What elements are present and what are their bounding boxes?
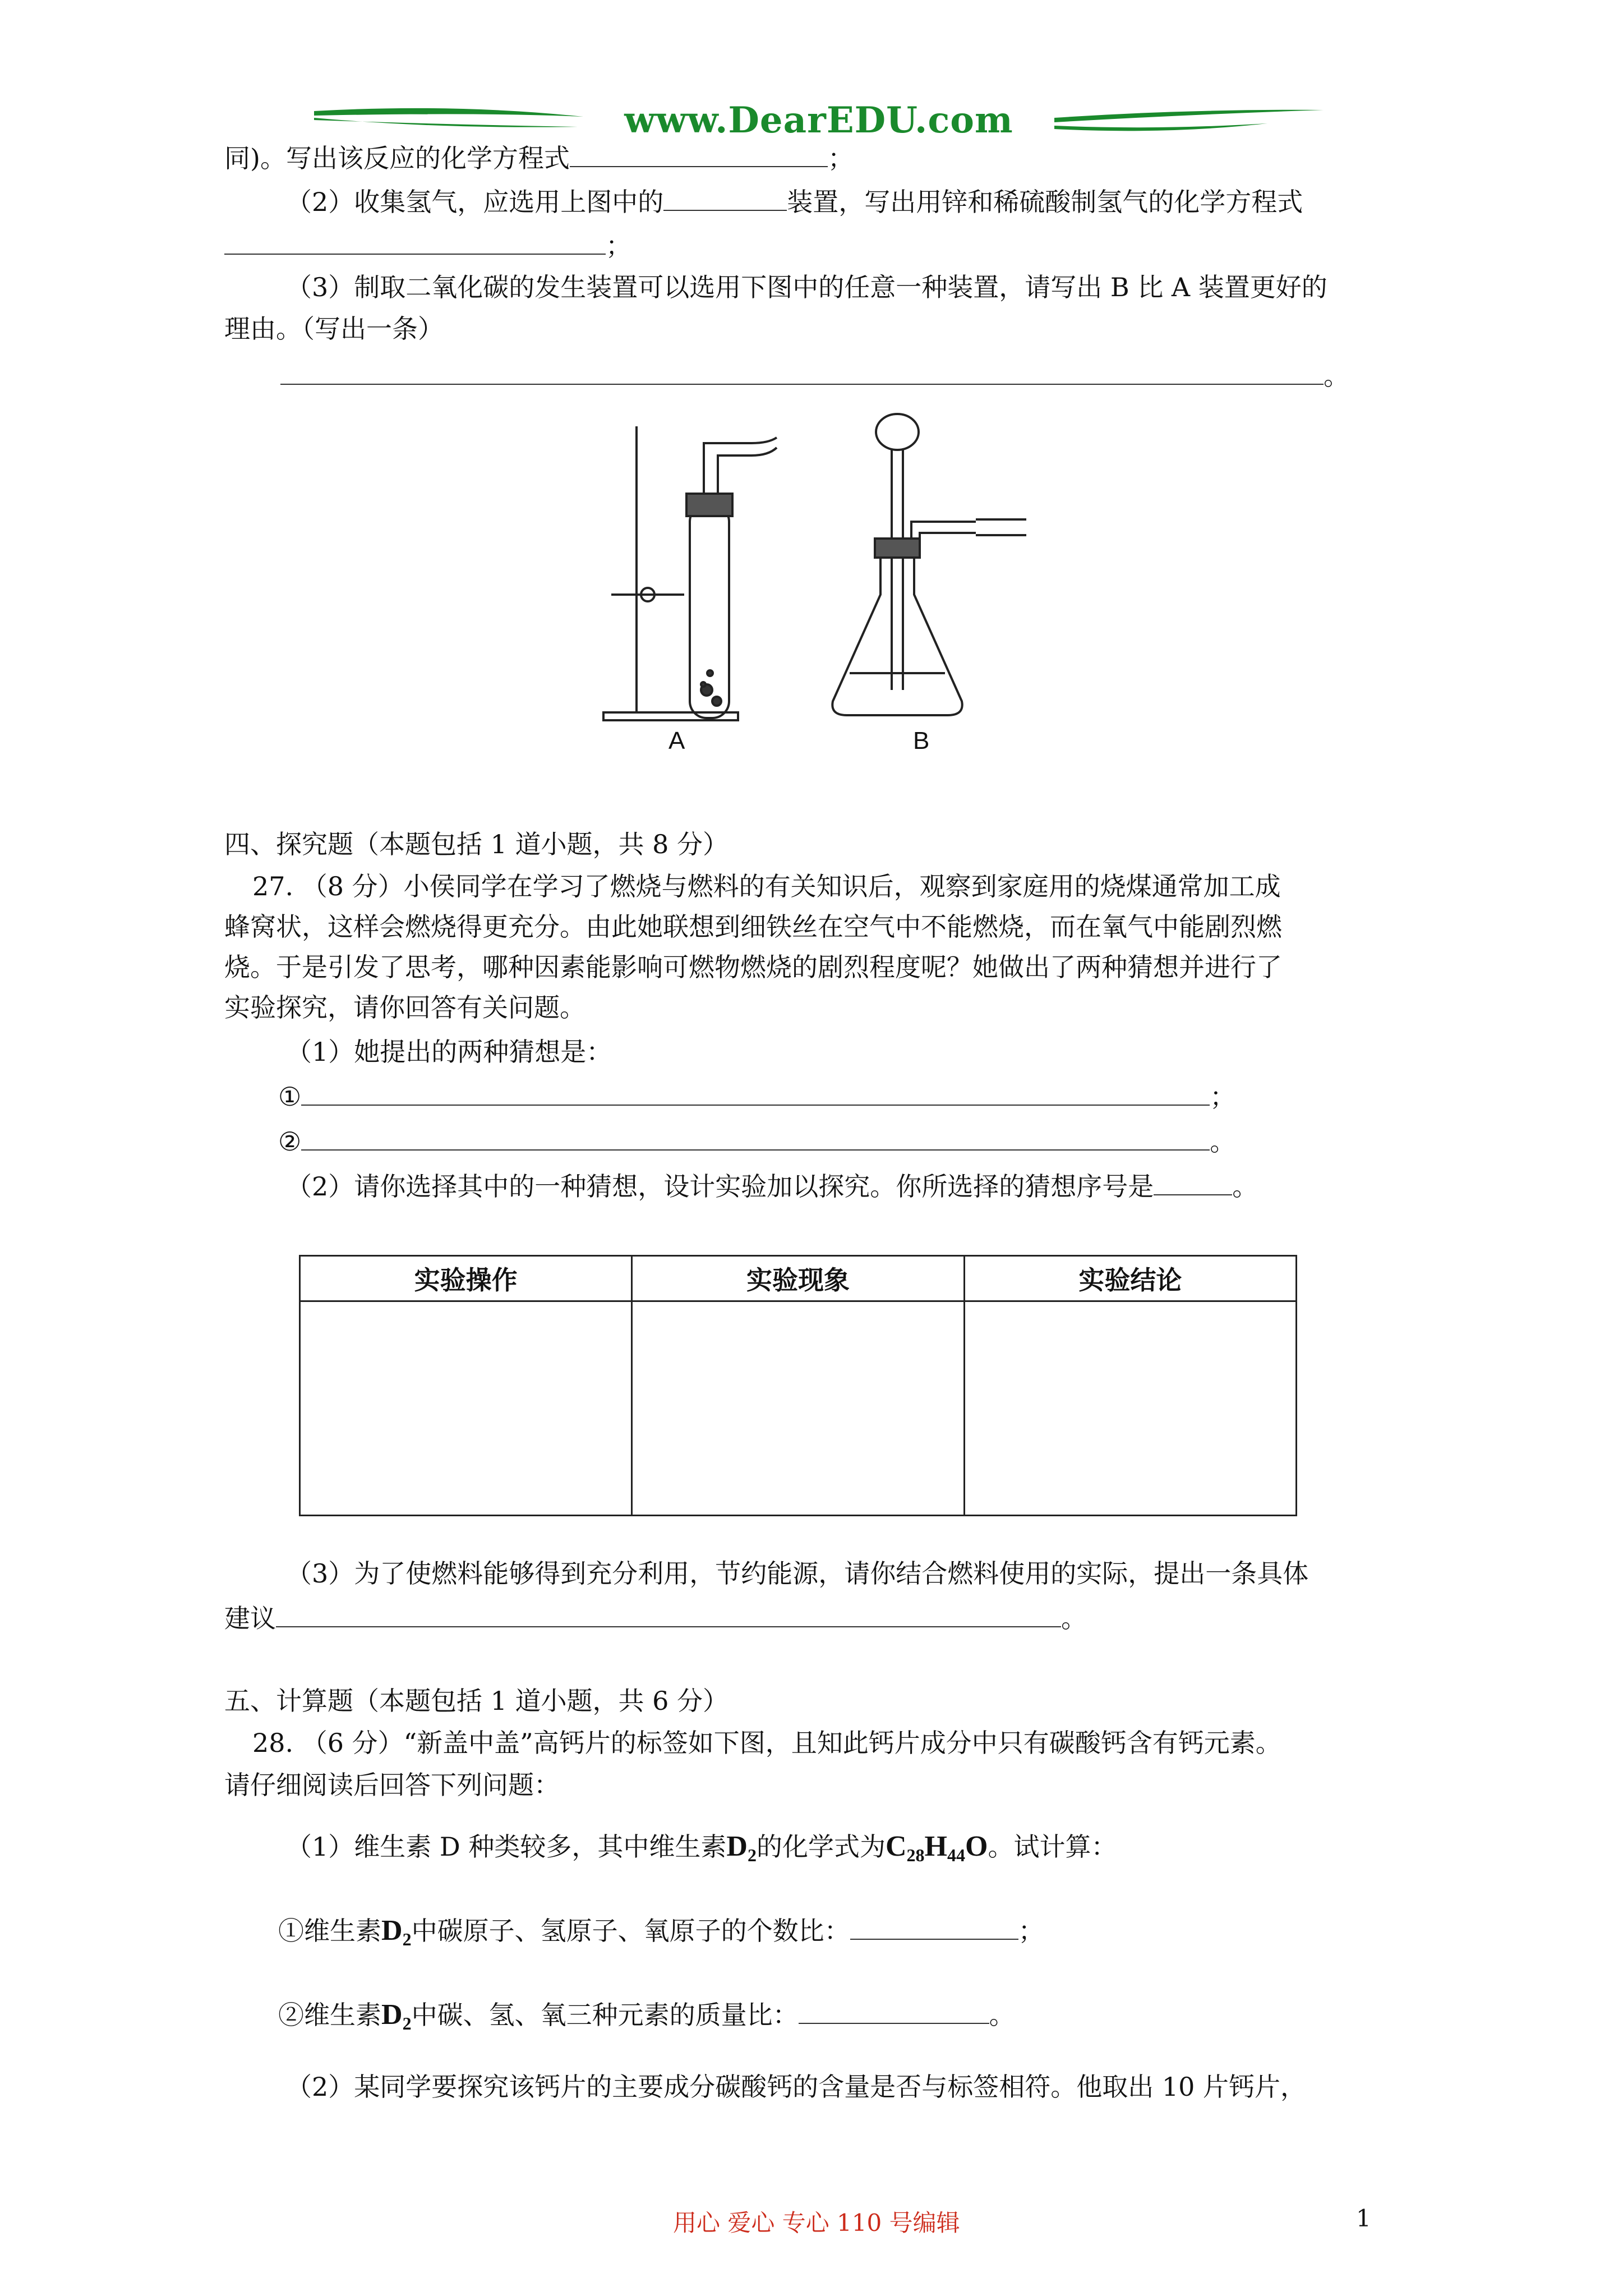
col-phenomenon: 实验现象 — [632, 1256, 964, 1301]
q26-part3 — [286, 270, 1327, 304]
site-name: www.DearEDU.com — [624, 99, 1013, 141]
answer-blank[interactable] — [663, 185, 787, 211]
guess-1-line — [278, 1080, 1235, 1114]
guess-2-marker: ② — [278, 1126, 302, 1157]
site-banner — [314, 95, 1324, 146]
answer-blank[interactable] — [570, 141, 828, 167]
punct: 。 — [1324, 361, 1349, 391]
q28-part1 — [286, 1830, 1117, 1872]
q26-part2 — [286, 185, 1303, 219]
q28-p1-text: （1）维生素 D 种类较多，其中维生素 — [286, 1832, 727, 1862]
q27-part2 — [286, 1170, 1258, 1203]
q26-p3-text-b: 理由。（写出一条） — [224, 314, 444, 344]
q26-p2-text-b: 装置，写出用锌和稀硫酸制氢气的化学方程式 — [787, 187, 1303, 217]
cell-conclusion[interactable] — [964, 1301, 1296, 1516]
q27-p2-text: （2）请你选择其中的一种猜想，设计实验加以探究。你所选择的猜想序号是 — [286, 1171, 1154, 1202]
punct: 。 — [1232, 1171, 1258, 1202]
answer-blank[interactable] — [301, 1125, 1210, 1151]
punct: ； — [1210, 1082, 1236, 1112]
q26-part3-b — [224, 312, 444, 346]
apparatus-figure — [583, 409, 1043, 769]
q27-part3-b — [224, 1602, 1087, 1635]
answer-blank[interactable] — [799, 1998, 989, 2024]
q27-part1: （1）她提出的两种猜想是： — [286, 1037, 612, 1067]
answer-blank[interactable] — [224, 229, 606, 255]
figure-label-b: B — [913, 727, 930, 754]
footer-editor-note: 用心 爱心 专心 110 号编辑 — [673, 2209, 960, 2237]
page-number: 1 — [1356, 2205, 1371, 2232]
gas-apparatus-icon — [583, 409, 1043, 724]
q26-p3-text: （3）制取二氧化碳的发生装置可以选用下图中的任意一种装置，请写出 B 比 A 装置更好的 — [286, 272, 1327, 302]
q27-line: 实验探究，请你回答有关问题。 — [224, 992, 585, 1023]
vitamin-d2: $D_2$ — [381, 1915, 412, 1949]
answer-blank[interactable] — [276, 1602, 1061, 1627]
q28-s2-text: ②维生素 — [278, 2000, 381, 2030]
punct: 。 — [1210, 1126, 1236, 1157]
q28-s2-text-b: 中碳、氢、氧三种元素的质量比： — [411, 2000, 799, 2030]
q27-part3: （3）为了使燃料能够得到充分利用，节约能源，请你结合燃料使用的实际，提出一条具体 — [286, 1558, 1309, 1589]
figure-label-a: A — [668, 727, 685, 754]
q28-s1-text: ①维生素 — [278, 1916, 381, 1946]
guess-2-line — [278, 1125, 1235, 1158]
guess-1-marker: ① — [278, 1082, 302, 1112]
answer-blank[interactable] — [850, 1914, 1018, 1940]
q28-line: 请仔细阅读后回答下列问题： — [224, 1770, 560, 1800]
punct: 。 — [1061, 1603, 1087, 1634]
section5-title: 五、计算题（本题包括 1 道小题，共 6 分） — [224, 1686, 729, 1716]
punct: ； — [1018, 1916, 1044, 1946]
q27-p3-text-b: 建议 — [224, 1603, 276, 1634]
cell-phenomenon[interactable] — [632, 1301, 964, 1516]
cell-operation[interactable] — [300, 1301, 632, 1516]
q26-part2-blank-line — [224, 229, 631, 263]
punct: 。 — [989, 2000, 1015, 2030]
q28-p1-text-c: 。试计算： — [988, 1832, 1117, 1862]
q28-sub2 — [278, 1998, 1015, 2040]
answer-blank[interactable] — [1154, 1170, 1232, 1195]
q26-part3-blank-line — [280, 359, 1349, 393]
q26-line-cont — [224, 141, 854, 175]
vitamin-d2: $D_2$ — [726, 1830, 757, 1865]
q26-p2-text: （2）收集氢气，应选用上图中的 — [286, 187, 664, 217]
answer-blank[interactable] — [301, 1080, 1210, 1106]
q26-text: 同)。写出该反应的化学方程式 — [224, 143, 570, 173]
formula-c28h44o: $C_{28}H_{44}O$ — [885, 1830, 988, 1865]
punct: ； — [606, 231, 631, 261]
punct: ； — [827, 143, 854, 173]
q28-line: 28. （6 分）“新盖中盖”高钙片的标签如下图，且知此钙片成分中只有碳酸钙含有钙元素。 — [252, 1728, 1281, 1758]
q28-s1-text-b: 中碳原子、氢原子、氧原子的个数比： — [411, 1916, 850, 1946]
vitamin-d2: $D_2$ — [381, 1999, 412, 2033]
q27-line: 27. （8 分）小侯同学在学习了燃烧与燃料的有关知识后，观察到家庭用的烧煤通常加工成 — [252, 871, 1281, 901]
col-conclusion: 实验结论 — [964, 1256, 1296, 1301]
experiment-table — [299, 1255, 1297, 1516]
q28-sub1 — [278, 1914, 1044, 1956]
q27-line: 烧。于是引发了思考，哪种因素能影响可燃物燃烧的剧烈程度呢？她做出了两种猜想并进行了 — [224, 952, 1282, 982]
col-operation: 实验操作 — [300, 1256, 632, 1301]
q27-line: 蜂窝状，这样会燃烧得更充分。由此她联想到细铁丝在空气中不能燃烧，而在氧气中能剧烈燃 — [224, 912, 1282, 942]
q28-part2: （2）某同学要探究该钙片的主要成分碳酸钙的含量是否与标签相符。他取出 10 片钙片， — [286, 2072, 1307, 2102]
answer-blank[interactable] — [280, 359, 1324, 385]
q28-p1-text-b: 的化学式为 — [756, 1832, 886, 1862]
section4-title: 四、探究题（本题包括 1 道小题，共 8 分） — [224, 829, 729, 859]
